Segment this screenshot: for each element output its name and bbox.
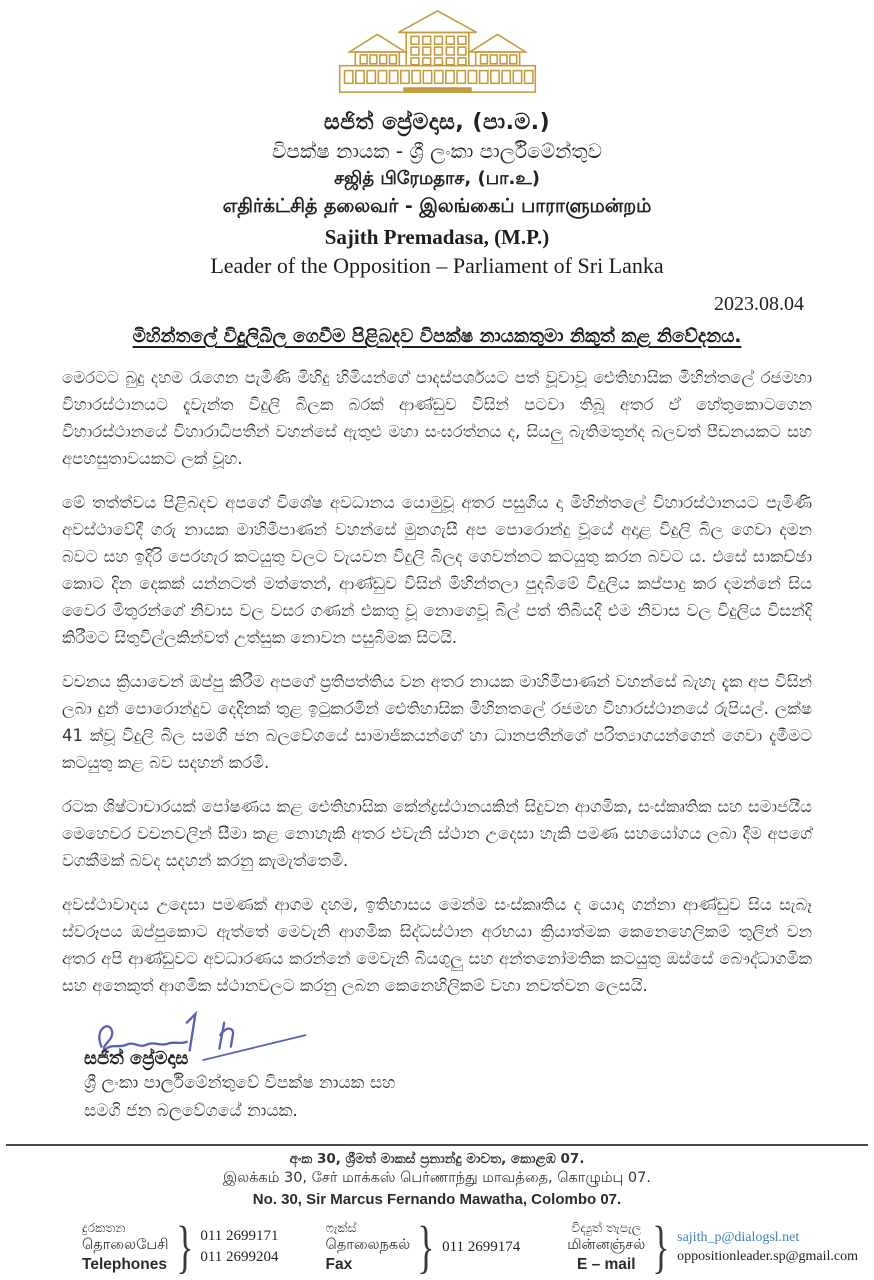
letterhead-name-english: Sajith Premadasa, (M.P.) — [324, 225, 550, 249]
letter-body — [0, 364, 874, 999]
address-tamil: இலக்கம் 30, சேர் மாக்கஸ் பெர்ணாந்து மாவத்தை, கொழும்பு 07. — [223, 1170, 651, 1186]
telephones-group — [82, 1214, 279, 1279]
letterhead-name-sinhala: සජිත් ප්‍රේමදාස, (පා.ම.) — [323, 110, 551, 135]
fax-label-sinhala: ෆැක්ස් — [325, 1220, 357, 1235]
fax-number: 011 2699174 — [442, 1238, 521, 1255]
letterhead — [0, 6, 874, 279]
telephones-label-sinhala: දුරකතන — [82, 1220, 126, 1235]
signature-block — [84, 1008, 395, 1125]
paragraph-1: මෙරටට බුදු දහම රැගෙන පැමිණි මිහිදු හිමියන්ගේ පාදස්පර්ශයට පත් වූවාවූ ඓතිහාසික මිහින්තලේ රජමහා විහාරස්ථානයට දැවැන්ත විදුලි බිලක බරක් ආණ්ඩුව විසින් පටවා තිබූ අතර ඒ හේතුකොටගෙන විහාරස්ථානයේ විහාරාධිපතීන් වහන්සේ ඇතුළු මහා සංඝරත්නය ද, සියලු බැතිමතුන්ද බලවත් පීඩනයකට සහ අපහසුතාවයකට ලක් වූහ. — [62, 368, 812, 468]
email-label-sinhala: විද්‍යුත් තැපැල — [571, 1220, 642, 1235]
footer-divider — [6, 1144, 868, 1146]
letterhead-title-english: Leader of the Opposition – Parliament of Sri Lanka — [210, 253, 664, 278]
letterhead-title-tamil: எதிர்க்ட்சித் தலைவர் - இலங்கைப் பாராளுமன்றம் — [222, 195, 652, 217]
contact-row — [0, 1214, 874, 1279]
email-label-tamil: மின்னஞ்சல் — [567, 1237, 646, 1253]
brace-icon: } — [417, 1214, 435, 1279]
signatory-designation-1: ශ්‍රී ලංකා පාර්ලිමේන්තුවේ විපක්ෂ නායක සහ — [84, 1073, 396, 1093]
letter-date: 2023.08.04 — [714, 293, 804, 315]
letter-subject: මිහින්තලේ විදුලිබිල ගෙවීම පිළිබදව විපක්ෂ නායකතුමා නිකුත් කළ නිවේදනය. — [132, 326, 742, 347]
email-group — [567, 1214, 858, 1279]
telephones-label-tamil: தொலைபேசி — [82, 1237, 169, 1253]
letter-footer — [0, 1144, 874, 1279]
phone-number-2: 011 2699204 — [200, 1249, 279, 1265]
letterhead-title-sinhala: විපක්ෂ නායක - ශ්‍රී ලංකා පාර්ලිමේන්තුව — [272, 139, 602, 163]
email-address-2: oppositionleader.sp@gmail.com — [677, 1249, 858, 1264]
brace-icon: } — [652, 1214, 670, 1279]
parliament-building-logo — [325, 6, 550, 100]
fax-label-tamil: தொலைநகல் — [325, 1237, 411, 1253]
signatory-designation-2: සමගි ජන බලවේගයේ නායක. — [84, 1101, 298, 1121]
address-sinhala: අංක 30, ශ්‍රීමත් මාකස් ප්‍රනාන්දු මාවත, කොළඹ 07. — [289, 1151, 585, 1167]
email-label-english: E – mail — [576, 1256, 636, 1273]
brace-icon: } — [175, 1214, 194, 1279]
paragraph-3: වචනය ක්‍රියාවෙන් ඔප්පු කිරීම අපගේ ප්‍රතිපත්තිය වන අතර නායක මාහිමිපාණන් වහන්සේ බැහැ දැක අප විසින් ලබා දුන් පොරොන්දුව දෙදිනක් තුළ ඉටුකරමින් ඓතිහාසික මිහිනතලේ රජමහ විහාරස්ථානයේ රුපියල්. ලක්ෂ 41 ක්වූ විදුලි බිල සමගි ජන බලවේගයේ සාමාජිකයන්ගේ හා ධානපතීන්ගේ පරිත්‍යාගයන්ගෙන් ගෙවා දැමීමට කටයුතු කළ බව සදහන් කරමි. — [62, 672, 812, 772]
phone-number-1: 011 2699171 — [200, 1228, 279, 1244]
fax-label-english: Fax — [325, 1256, 353, 1273]
paragraph-5: අවස්ථාවාදය උදෙසා පමණක් ආගම දහම, ඉතිහාසය මෙන්ම සංස්කෘතිය ද යොදා ගන්නා ආණ්ඩුව සිය සැබෑ ස්වරූපය ඔප්පුකොට ඇත්තේ මෙවැනි ආගමික සිද්ධස්ථාන අරභයා ක්‍රියාත්මක කෙනෙහෙලිකම් තුලින් වන අතර අපි ආණ්ඩුවට අවධාරණය කරන්නේ මෙවැනි බියගුලු සහ අන්තනෝමතික කටයුතු ඔස්සේ බෞද්ධාගමික සහ අනෙකුත් ආගමික ස්ථානවලට කරනු ලබන කෙනෙහිලිකම් වහා නවත්වන ලෙසයි. — [62, 895, 812, 995]
fax-group — [325, 1214, 521, 1279]
telephones-label-english: Telephones — [82, 1256, 167, 1273]
signatory-name: සජිත් ප්‍රේමදාස — [84, 1048, 189, 1069]
paragraph-2: මේ තත්ත්වය පිළිබදව අපගේ විශේෂ අවධානය යොමුවූ අතර පසුගිය දා මිහින්තලේ විහාරස්ථානයට පැමිණි අවස්ථාවේදී ගරු නායක මාහිමිපාණන් වහන්සේ මුනගැසී අප පොරොන්දු වූයේ අදාළ විදුලි බිල ගෙවා දමන බවට සහ ඉදිරි පෙරහැර කටයුතු වලට වැයවන විදුලි බිලද ගෙවන්නට කටයුතු කරන බවට ය. එසේ සාකච්ඡා කොට දින දෙකක් යන්නටත් මත්තෙන්, ආණ්ඩුව විසින් මිහින්තලා පුදබිමේ විදුලිය කප්පාදු කර දමන්නේ සිය වෛර මිතුරන්ගේ නිවාස වල වසර ගණන් එකතු වූ නොගෙවූ බිල් පත් තිබියදී එම නිවාස වල විදුලිය විසන්දි කිරීමට සිතුවිල්ලකින්වත් උත්සුක නොවන පසුබිමක සිටයි. — [62, 493, 812, 647]
address-english: No. 30, Sir Marcus Fernando Mawatha, Colombo 07. — [252, 1191, 622, 1208]
email-address-1: sajith_p@dialogsl.net — [677, 1230, 800, 1245]
paragraph-4: රටක ශිෂ්ටාචාරයක් පෝෂණය කළ ඓතිහාසික කේන්ද්‍රස්ථානයකින් සිදුවන ආගමික, සංස්කෘතික සහ සමාජයීය මෙහෙවර වචනවලින් සීමා කළ නොහැකි අතර එවැනි ස්ථාන උදෙසා හැකි පමණ සහයෝගය ලබා දීම අපගේ වගකීමක් බවද සදහන් කරනු කැමැත්තෙමි. — [62, 797, 812, 870]
letterhead-name-tamil: சஜித் பிரேமதாச, (பா.உ) — [334, 168, 540, 189]
